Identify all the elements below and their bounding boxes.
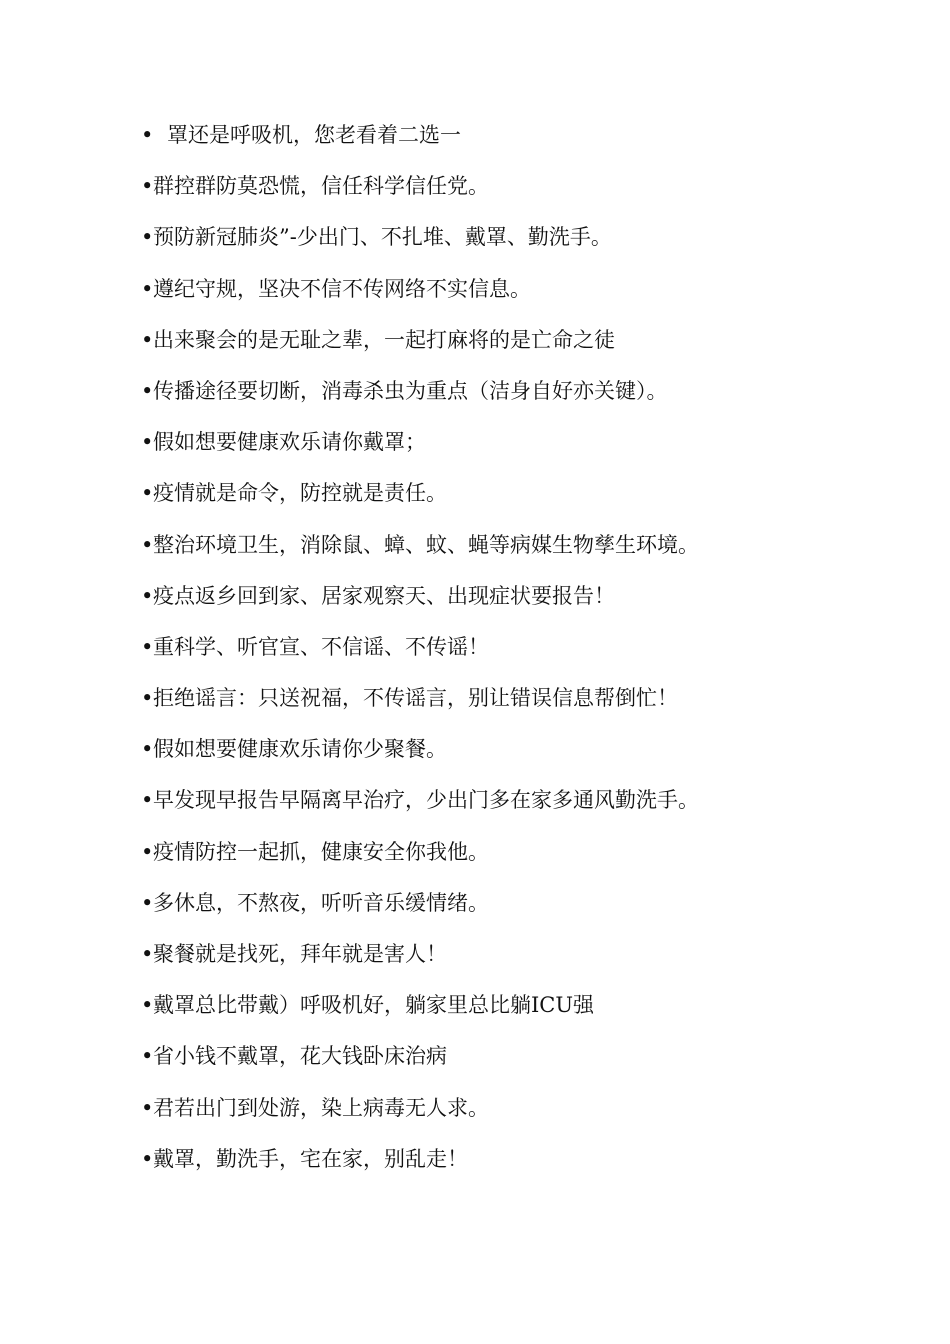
bullet-icon: • (141, 174, 154, 199)
bullet-icon: • (141, 942, 154, 966)
list-item (141, 212, 921, 263)
list-item (141, 315, 921, 366)
bullet-icon: • (141, 583, 154, 608)
line-text: 君若出门到处游，染上病毒无人求。 (153, 1095, 489, 1120)
list-item (141, 622, 921, 673)
bullet-icon: • (141, 123, 154, 147)
line-text: 遵纪守规，坚决不信不传网络不实信息。 (153, 276, 531, 301)
list-item (141, 1083, 921, 1134)
list-item (141, 468, 921, 519)
list-item (141, 929, 921, 980)
bullet-icon: • (141, 1095, 154, 1120)
bullet-icon: • (141, 430, 154, 455)
bullet-icon: • (141, 481, 154, 506)
list-item (141, 571, 921, 622)
list-item (141, 673, 921, 724)
line-text: 整治环境卫生，消除鼠、蟑、蚊、蝇等病媒生物孳生环境。 (153, 532, 699, 557)
list-item (141, 878, 921, 929)
bullet-icon: • (141, 839, 154, 864)
list-item (141, 161, 921, 212)
bullet-icon: • (141, 276, 154, 301)
bullet-icon: • (141, 378, 154, 403)
line-text: 重科学、听官宣、不信谣、不传谣！ (153, 634, 489, 659)
line-text: 假如想要健康欢乐请你少聚餐。 (153, 737, 447, 762)
line-text: 戴罩总比带戴）呼吸机好，躺家里总比躺ICU强 (153, 993, 595, 1018)
line-text: 传播途径要切断，消毒杀虫为重点（洁身自好亦关键）。 (153, 378, 668, 403)
line-text: 聚餐就是找死，拜年就是害人！ (153, 942, 447, 966)
line-text: 疫情就是命令，防控就是责任。 (153, 481, 447, 506)
line-text: 省小钱不戴罩，花大钱卧床治病 (153, 1044, 447, 1069)
list-item (141, 264, 921, 315)
line-text: 罩还是呼吸机，您老看着二选一 (167, 123, 461, 147)
bullet-icon: • (141, 890, 154, 915)
line-text: 早发现早报告早隔离早治疗，少出门多在家多通风勤洗手。 (153, 788, 699, 813)
bullet-icon: • (141, 788, 154, 813)
line-text: 群控群防莫恐慌，信任科学信任党。 (153, 174, 489, 199)
slogan-list (141, 110, 921, 1185)
list-item (141, 775, 921, 826)
list-item (141, 1134, 921, 1185)
bullet-icon: • (141, 686, 154, 711)
list-item (141, 110, 921, 161)
line-text: 出来聚会的是无耻之辈，一起打麻将的是亡命之徒 (153, 327, 615, 352)
bullet-icon: • (141, 327, 154, 352)
bullet-icon: • (141, 1146, 154, 1171)
bullet-icon: • (141, 532, 154, 557)
line-text: 多休息，不熬夜，听听音乐缓情绪。 (153, 890, 489, 915)
list-item (141, 827, 921, 878)
bullet-icon: • (141, 993, 154, 1018)
list-item (141, 520, 921, 571)
bullet-icon: • (141, 1044, 154, 1069)
line-text: 拒绝谣言：只送祝福，不传谣言，别让错误信息帮倒忙！ (153, 686, 678, 711)
line-text: 疫情防控一起抓，健康安全你我他。 (153, 839, 489, 864)
line-text: 戴罩，勤洗手，宅在家，别乱走！ (153, 1146, 468, 1171)
line-text: 预防新冠肺炎”-少出门、不扎堆、戴罩、勤洗手。 (153, 225, 612, 250)
list-item (141, 417, 921, 468)
bullet-icon: • (141, 225, 154, 250)
list-item (141, 724, 921, 775)
line-text: 假如想要健康欢乐请你戴罩； (153, 430, 426, 455)
bullet-icon: • (141, 737, 154, 762)
list-item (141, 980, 921, 1031)
bullet-icon: • (141, 634, 154, 659)
list-item (141, 366, 921, 417)
line-text: 疫点返乡回到家、居家观察天、出现症状要报告！ (153, 583, 615, 608)
list-item (141, 1031, 921, 1082)
